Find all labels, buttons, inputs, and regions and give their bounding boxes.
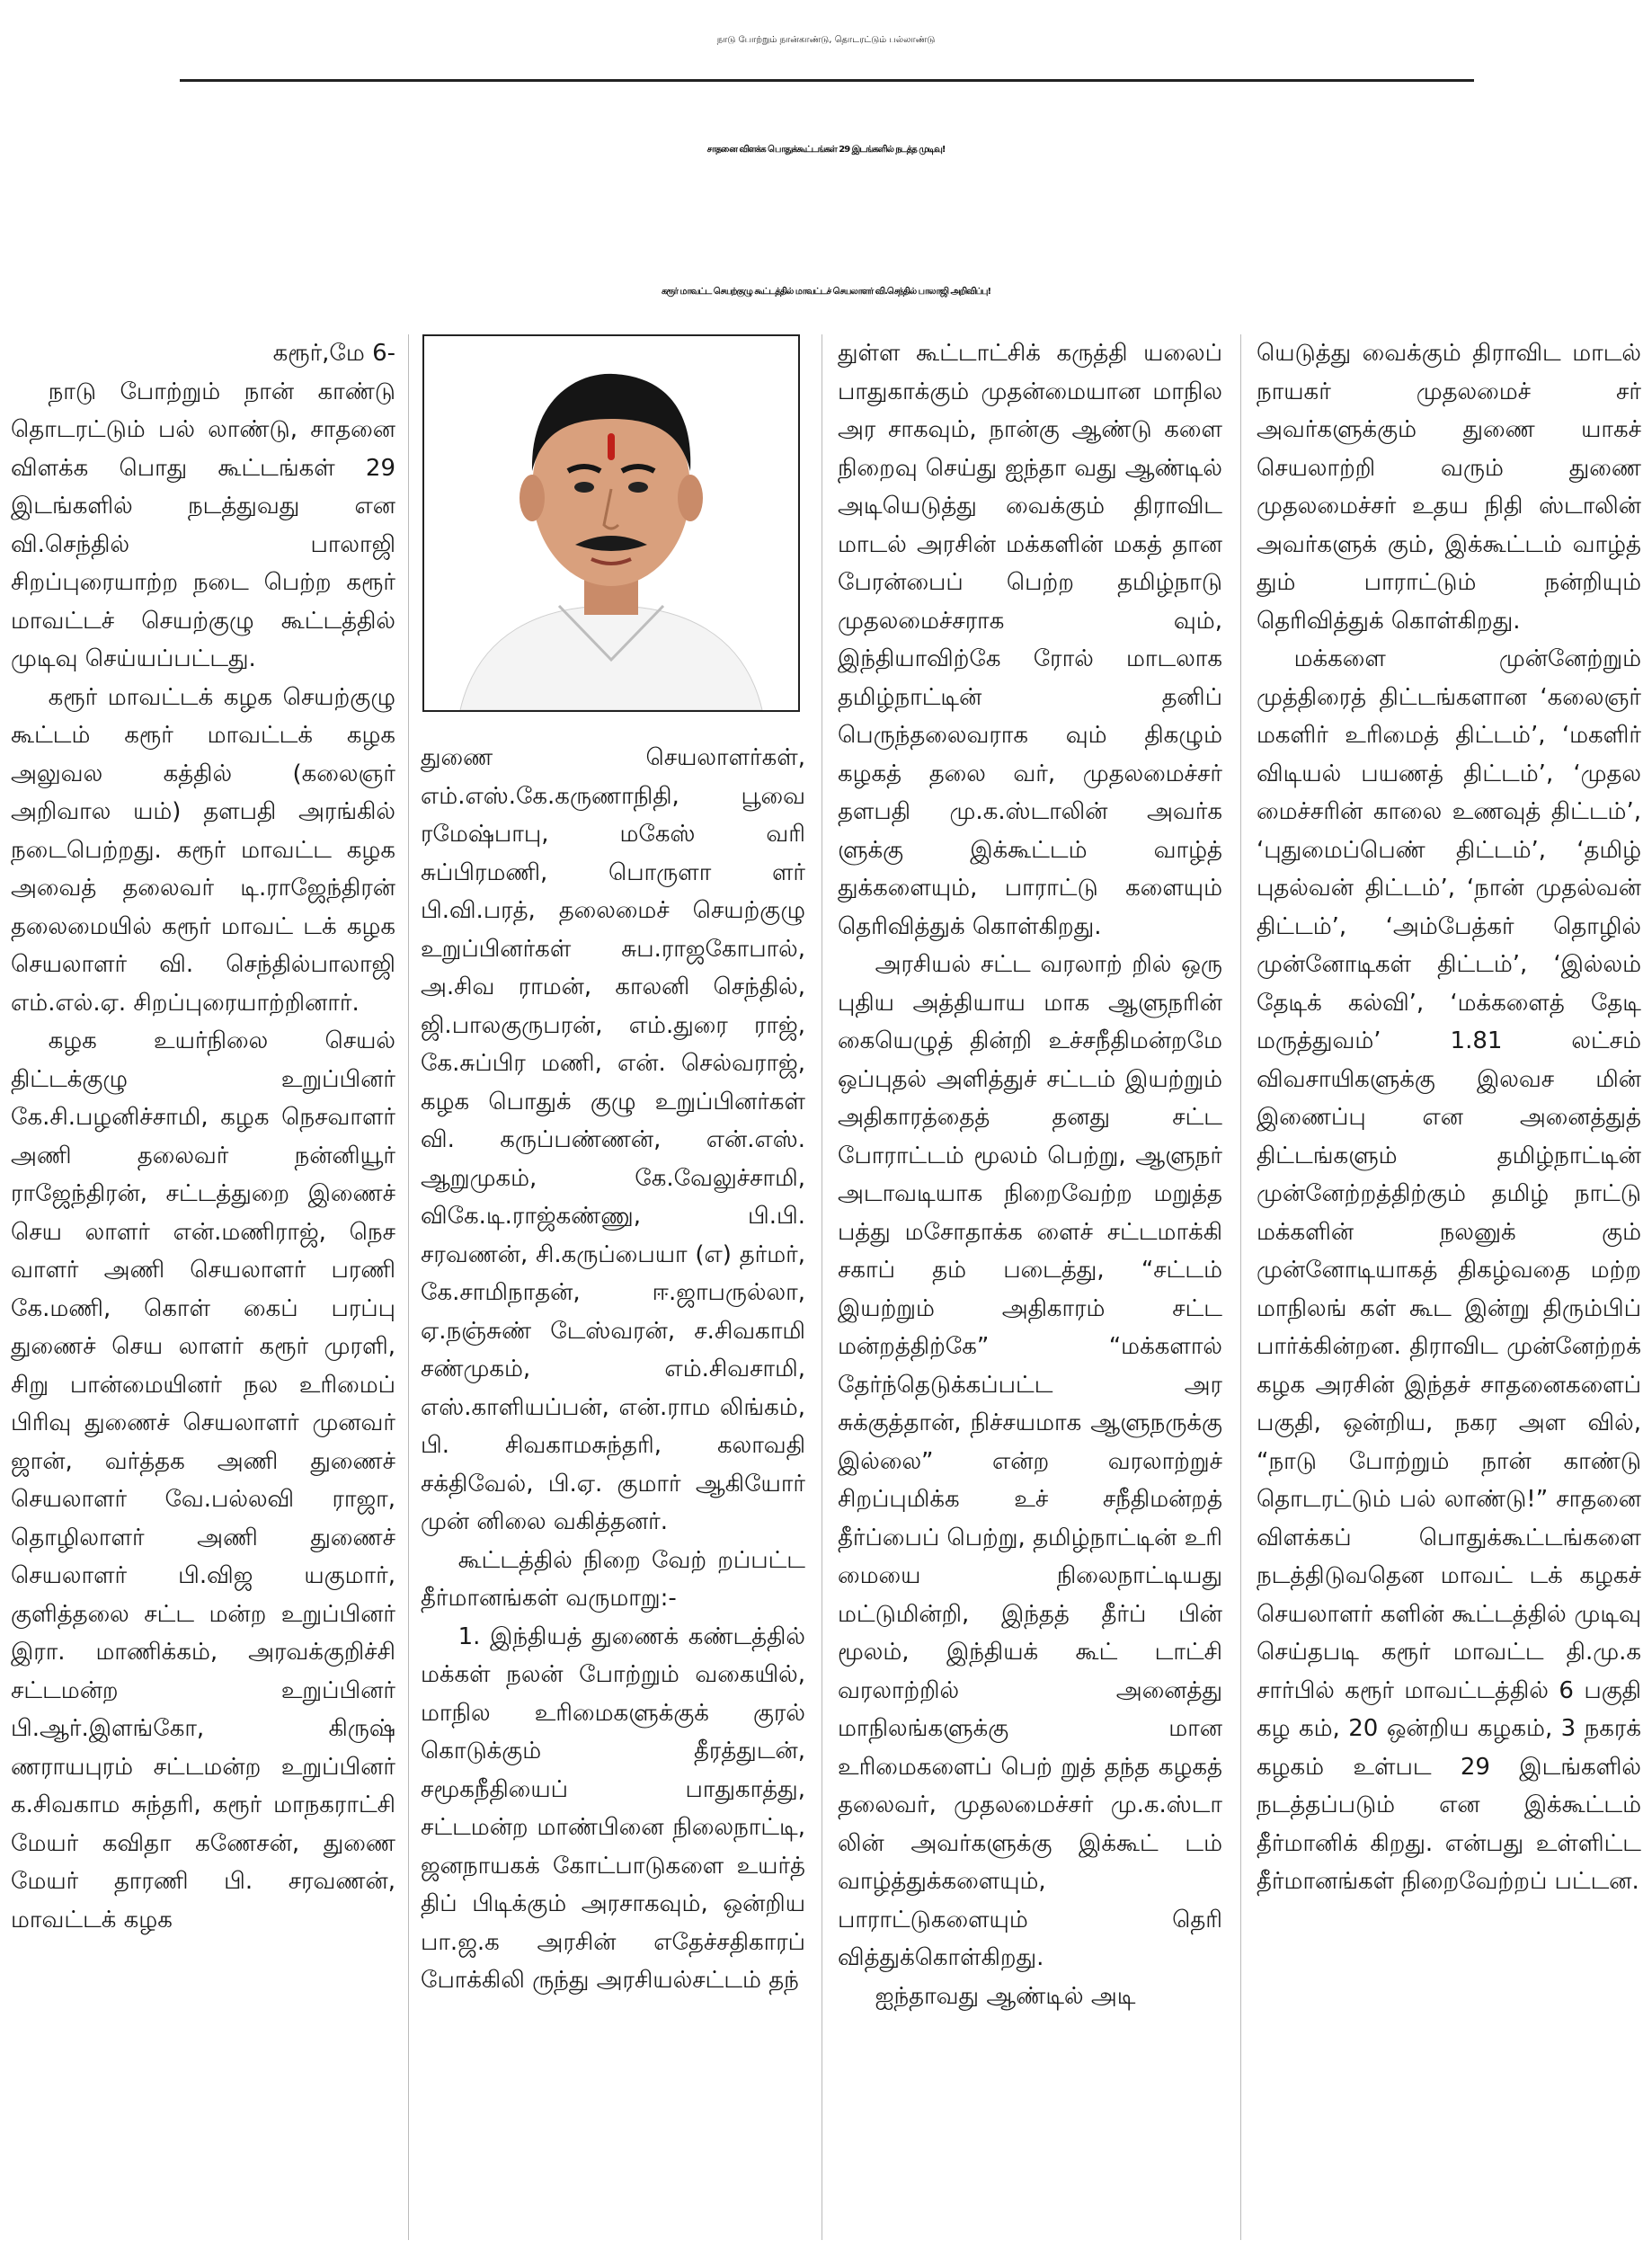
col1-paragraph: கழக உயர்நிலை செயல் திட்டக்குழு உறுப்பினர் கே.சி.பழனிச்சாமி, கழக நெசவாளர் அணி தலைவர் நன்னியூர் ராஜேந்திரன், சட்டத்துறை இணைச் செய லாளர் என்.மணிராஜ், நெச வாளர் அணி செயலாளர் பரணி கே.மணி, கொள் கைப் பரப்பு துணைச் செய லாளர் கரூர் முரளி, சிறு பான்மையினர் நல உரிமைப் பிரிவு துணைச் செயலாளர் முனவர் ஜான், வர்த்தக அணி துணைச் செயலாளர் வே.பல்லவி ராஜா, தொழிலாளர் அணி துணைச் செயலாளர் பி.விஜ யகுமார், குளித்தலை சட்ட மன்ற உறுப்பினர் இரா. மாணிக்கம், அரவக்குறிச்சி சட்டமன்ற உறுப்பினர் பி.ஆர்.இளங்கோ, கிருஷ் ணராயபுரம் சட்டமன்ற உறுப்பினர் க.சிவகாம சுந்தரி, கரூர் மாநகராட்சி மேயர் கவிதா கணேசன், துணை மேயர் தாரணி பி. சரவணன், மாவட்டக் கழக	[11, 1027, 395, 1933]
column-divider	[1240, 334, 1241, 2240]
col4-paragraph: மக்களை முன்னேற்றும் முத்திரைத் திட்டங்களான ‘கலைஞர் மகளிர் உரிமைத் திட்டம்’, ‘மகளிர் விடியல் பயணத் திட்டம்’, ‘முதல மைச்சரின் காலை உணவுத் திட்டம்’, ‘புதுமைப்பெண் திட்டம்’, ‘தமிழ் புதல்வன் திட்டம்’, ‘நான் முதல்வன் திட்டம்’, ‘அம்பேத்கர் தொழில் முன்னோடிகள் திட்டம்’, ‘இல்லம் தேடிக் கல்வி’, ‘மக்களைத் தேடி மருத்துவம்’ 1.81 லட்சம் விவசாயிகளுக்கு இலவச மின் இணைப்பு என அனைத்துத் திட்டங்களும் தமிழ்நாட்டின் முன்னேற்றத்திற்கும் தமிழ் நாட்டு மக்களின் நலனுக் கும் முன்னோடியாகத் திகழ்வதை மற்ற மாநிலங் கள் கூட இன்று திரும்பிப் பார்க்கின்றன. திராவிட முன்னேற்றக் கழக அரசின் இந்தச் சாதனைகளைப் பகுதி, ஒன்றிய, நகர அள வில், “நாடு போற்றும் நான் காண்டு தொடரட்டும் பல் லாண்டு!” சாதனை விளக்கப் பொதுக்கூட்டங்களை நடத்திடுவதென மாவட் டக் கழகச் செயலாளர் களின் கூட்டத்தில் முடிவு செய்தபடி கரூர் மாவட்ட தி.மு.க சார்பில் கரூர் மாவட்டத்தில் 6 பகுதி கழ கம், 20 ஒன்றிய கழகம், 3 நகரக் கழகம் உள்பட 29 இடங்களில் நடத்தப்படும் என இக்கூட்டம் தீர்மானிக் கிறது. என்பது உள்ளிட்ட தீர்மானங்கள் நிறைவேற்றப் பட்டன.	[1257, 645, 1641, 1895]
col3-paragraph: ஐந்தாவது ஆண்டில் அடி	[875, 1982, 1136, 2010]
article-column-1	[11, 334, 395, 2240]
column-divider	[408, 334, 409, 2240]
dateline: கரூர்,மே 6-	[272, 340, 395, 367]
main-headline: சாதனை விளக்க பொதுக்கூட்டங்கள் 29 இடங்களில் நடத்த முடிவு!	[706, 145, 946, 155]
col3-paragraph: துள்ள கூட்டாட்சிக் கருத்தி யலைப் பாதுகாக்கும் முதன்மையான மாநில அர சாகவும், நான்கு ஆண்டு களை நிறைவு செய்து ஐந்தா வது ஆண்டில் அடியெடுத்து வைக்கும் திராவிட மாடல் அரசின் மக்களின் மகத் தான பேரன்பைப் பெற்ற தமிழ்நாடு முதலமைச்சராக வும், இந்தியாவிற்கே ரோல் மாடலாக தமிழ்நாட்டின் தனிப் பெருந்தலைவராக வும் திகழும் கழகத் தலை வர், முதலமைச்சர் தளபதி மு.க.ஸ்டாலின் அவர்க ளுக்கு இக்கூட்டம் வாழ்த் துக்களையும், பாராட்டு களையும் தெரிவித்துக் கொள்கிறது.	[838, 340, 1222, 940]
col2-paragraph: துணை செயலாளர்கள், எம்.எஸ்.கே.கருணாநிதி, பூவை ரமேஷ்பாபு, மகேஸ் வரி சுப்பிரமணி, பொருளா ளர் பி.வி.பரத், தலைமைச் செயற்குழு உறுப்பினர்கள் சுப.ராஜகோபால், அ.சிவ ராமன், காலனி செந்தில், ஜி.பாலகுருபரன், எம்.துரை ராஜ், கே.சுப்பிர மணி, என். செல்வராஜ், கழக பொதுக் குழு உறுப்பினர்கள் வி. கருப்பண்ணன், என்.எஸ். ஆறுமுகம், கே.வேலுச்சாமி, விகே.டி.ராஜ்கண்ணு, பி.பி. சரவணன், சி.கருப்பையா (எ) தர்மர், கே.சாமிநாதன், ஈ.ஜாபருல்லா, ஏ.நஞ்சுண் டேஸ்வரன், ச.சிவகாமி சண்முகம், எம்.சிவசாமி, எஸ்.காளியப்பன், என்.ராம லிங்கம், பி. சிவகாமசுந்தரி, கலாவதி சக்திவேல், பி.ஏ. குமார் ஆகியோர் முன் னிலை வகித்தனர்.	[421, 744, 805, 1535]
col1-paragraph: கரூர் மாவட்டக் கழக செயற்குழு கூட்டம் கரூர் மாவட்டக் கழக அலுவல கத்தில் (கலைஞர் அறிவால யம்) தளபதி அரங்கில் நடைபெற்றது. கரூர் மாவட்ட கழக அவைத் தலைவர் டி.ராஜேந்திரன் தலைமையில் கரூர் மாவட் டக் கழக செயலாளர் வி. செந்தில்பாலாஜி எம்.எல்.ஏ. சிறப்புரையாற்றினார்.	[11, 683, 395, 1017]
col4-paragraph: யெடுத்து வைக்கும் திராவிட மாடல் நாயகர் முதலமைச் சர் அவர்களுக்கும் துணை யாகச் செயலாற்றி வரும் துணை முதலமைச்சர் உதய நிதி ஸ்டாலின் அவர்களுக் கும், இக்கூட்டம் வாழ்த் தும் பாராட்டும் நன்றியும் தெரிவித்துக் கொள்கிறது.	[1257, 340, 1641, 635]
kicker-headline: நாடு போற்றும் நான்காண்டு, தொடரட்டும் பல்லாண்டு	[716, 35, 936, 45]
col3-paragraph: அரசியல் சட்ட வரலாற் றில் ஒரு புதிய அத்தியாய மாக ஆளுநரின் கையெழுத் தின்றி உச்சநீதிமன்றமே ஒப்புதல் அளித்துச் சட்டம் இயற்றும் அதிகாரத்தைத் தனது சட்ட போராட்டம் மூலம் பெற்று, ஆளுநர் அடாவடியாக நிறைவேற்ற மறுத்த பத்து மசோதாக்க ளைச் சட்டமாக்கி சகாப் தம் படைத்து, “சட்டம் இயற்றும் அதிகாரம் சட்ட மன்றத்திற்கே” “மக்களால் தேர்ந்தெடுக்கப்பட்ட அர சுக்குத்தான், நிச்சயமாக ஆளுநருக்கு இல்லை” என்ற வரலாற்றுச் சிறப்புமிக்க உச் சநீதிமன்றத் தீர்ப்பைப் பெற்று, தமிழ்நாட்டின் உரி மையை நிலைநாட்டியது மட்டுமின்றி, இந்தத் தீர்ப் பின் மூலம், இந்தியக் கூட் டாட்சி வரலாற்றில் அனைத்து மாநிலங்களுக்கு மான உரிமைகளைப் பெற் றுத் தந்த கழகத் தலைவர், முதலமைச்சர் மு.க.ஸ்டா லின் அவர்களுக்கு இக்கூட் டம் வாழ்த்துக்களையும், பாராட்டுகளையும் தெரி வித்துக்கொள்கிறது.	[838, 951, 1222, 1971]
col2-paragraph: கூட்டத்தில் நிறை வேற் றப்பட்ட தீர்மானங்கள் வருமாறு:-	[421, 1546, 805, 1612]
article-column-4	[1257, 334, 1641, 2240]
article-column-3	[838, 334, 1222, 2240]
article-column-2	[421, 334, 805, 2240]
sub-headline: கரூர் மாவட்ட செயற்குழு கூட்டத்தில் மாவட்டச் செயலாளர் வி.செந்தில் பாலாஜி அறிவிப்பு!	[661, 287, 991, 297]
col2-text	[421, 739, 805, 2240]
kicker-rule	[180, 79, 1474, 82]
col1-paragraph: நாடு போற்றும் நான் காண்டு தொடரட்டும் பல் லாண்டு, சாதனை விளக்க பொது கூட்டங்கள் 29 இடங்களில் நடத்துவது என வி.செந்தில் பாலாஜி சிறப்புரையாற்ற நடை பெற்ற கரூர் மாவட்டச் செயற்குழு கூட்டத்தில் முடிவு செய்யப்பட்டது.	[11, 378, 395, 672]
col2-paragraph: 1. இந்தியத் துணைக் கண்டத்தில் மக்கள் நலன் போற்றும் வகையில், மாநில உரிமைகளுக்குக் குரல் கொடுக்கும் தீரத்துடன், சமூகநீதியைப் பாதுகாத்து, சட்டமன்ற மாண்பினை நிலைநாட்டி, ஜனநாயகக் கோட்பாடுகளை உயர்த் திப் பிடிக்கும் அரசாகவும், ஒன்றிய பா.ஜ.க அரசின் எதேச்சதிகாரப் போக்கிலி ருந்து அரசியல்சட்டம் தந்	[421, 1622, 805, 1994]
